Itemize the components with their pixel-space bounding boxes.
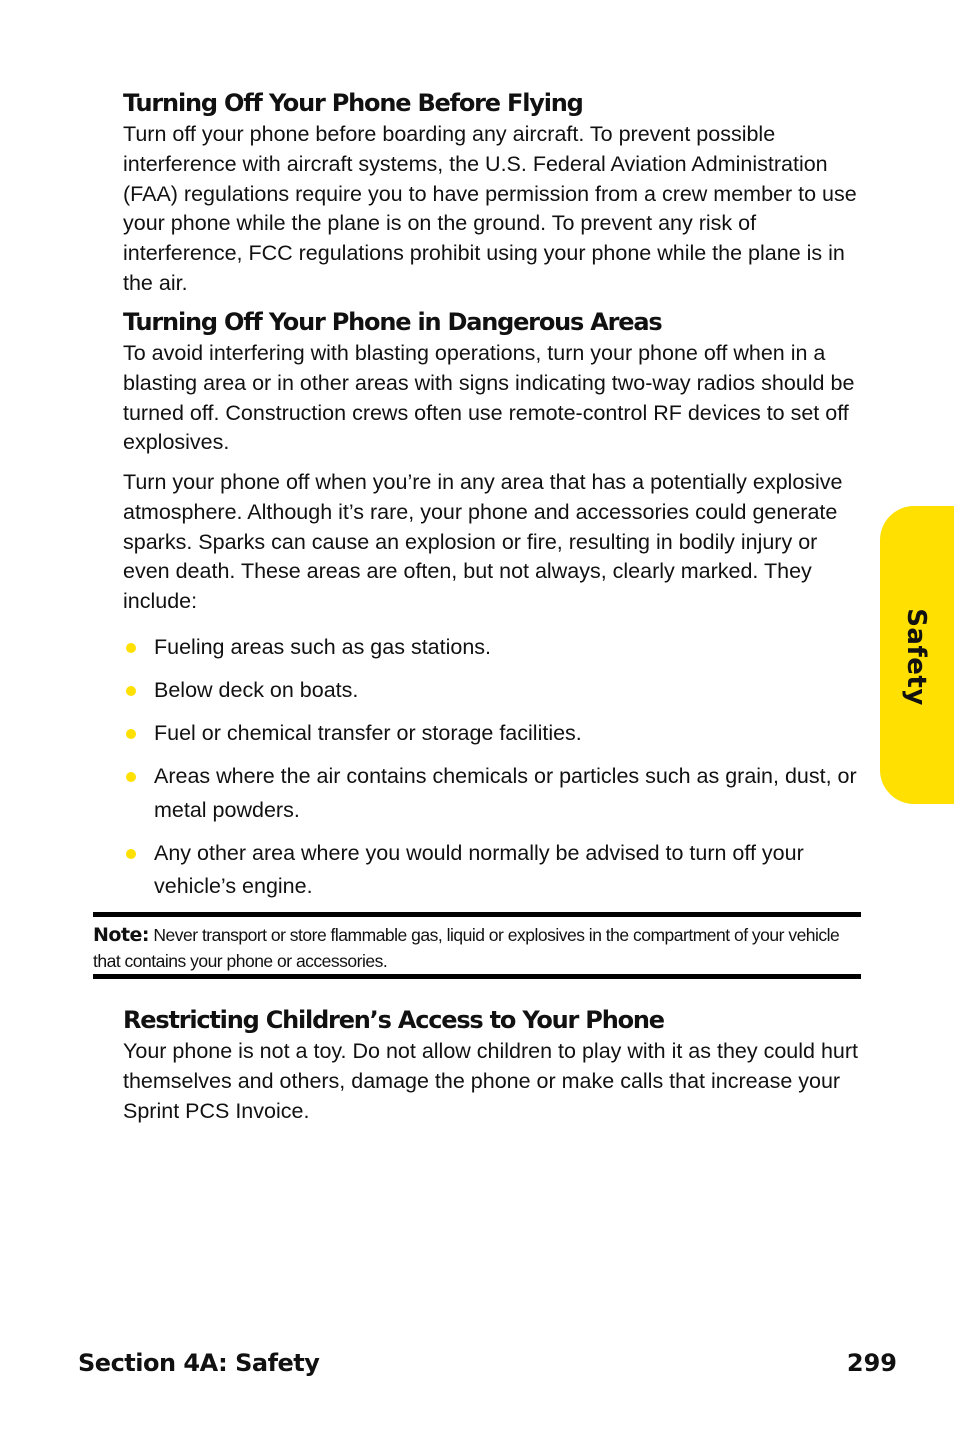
dangerous-areas-list bbox=[123, 631, 863, 904]
footer-section: Section 4A: Safety bbox=[78, 1349, 320, 1377]
heading-before-flying: Turning Off Your Phone Before Flying bbox=[123, 89, 583, 117]
note-body: Never transport or store flammable gas, liquid or explosives in the compartment of your vehicle that contains your phone or accessories. bbox=[93, 925, 840, 971]
bullet-icon bbox=[126, 849, 136, 859]
bullet-icon bbox=[126, 686, 136, 696]
heading-children-access: Restricting Children’s Access to Your Phone bbox=[123, 1006, 664, 1034]
list-item: Fueling areas such as gas stations. bbox=[123, 631, 863, 665]
list-item: Below deck on boats. bbox=[123, 674, 863, 708]
bullet-icon bbox=[126, 643, 136, 653]
paragraph-explosive-atmosphere: Turn your phone off when you’re in any area that has a potentially explosive atmosphere. Although it’s rare, your phone and accessories could generate sparks. Sparks can cause an explosion or fire, resulting in bodily injury or even death. These areas are often, but not always, clearly marked. They include: bbox=[123, 470, 843, 614]
paragraph-blasting: To avoid interfering with blasting operations, turn your phone off when in a blasting area or in other areas with signs indicating two-way radios should be turned off. Construction crews often use remote-control RF devices to set off explosives. bbox=[123, 341, 855, 455]
list-item: Fuel or chemical transfer or storage facilities. bbox=[123, 717, 863, 751]
paragraph-before-flying: Turn off your phone before boarding any aircraft. To prevent possible interference with aircraft systems, the U.S. Federal Aviation Administration (FAA) regulations require you to have permission from a crew member to use your phone while the plane is on the ground. To prevent any risk of interference, FCC regulations prohibit using your phone while the plane is in the air. bbox=[123, 122, 857, 295]
paragraph-children-access: Your phone is not a toy. Do not allow children to play with it as they could hurt themselves and others, damage the phone or make calls that increase your Sprint PCS Invoice. bbox=[123, 1039, 859, 1123]
list-item: Any other area where you would normally be advised to turn off your vehicle’s engine. bbox=[123, 837, 863, 904]
heading-dangerous-areas: Turning Off Your Phone in Dangerous Areas bbox=[123, 308, 662, 336]
note-box bbox=[93, 912, 861, 979]
bullet-icon bbox=[126, 729, 136, 739]
bullet-icon bbox=[126, 772, 136, 782]
list-item: Areas where the air contains chemicals or particles such as grain, dust, or metal powders. bbox=[123, 760, 863, 827]
note-label: Note: bbox=[93, 924, 150, 946]
section-tab-label: Safety bbox=[901, 608, 931, 706]
note-text bbox=[93, 923, 861, 974]
footer-page-number: 299 bbox=[846, 1349, 897, 1377]
